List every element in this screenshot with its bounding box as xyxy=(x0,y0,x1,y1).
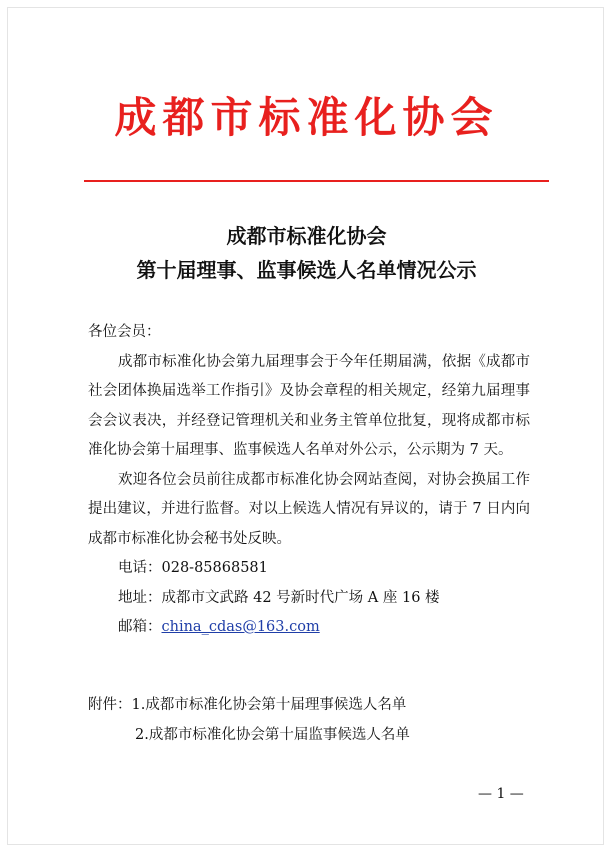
document-body xyxy=(88,318,530,643)
attachments-label: 附件： xyxy=(88,697,132,713)
paragraph-1: 成都市标准化协会第九届理事会于今年任期届满，依据《成都市社会团体换届选举工作指引》及协会章程的相关规定，经第九届理事会会议表决，并经登记管理机关和业务主管单位批复，现将成都市标准化协会第十届理事、监事候选人名单对外公示，公示期为 7 天。 xyxy=(88,353,530,458)
address-label: 地址： xyxy=(118,589,162,606)
address-line xyxy=(88,584,530,614)
paragraph-2: 欢迎各位会员前往成都市标准化协会网站查阅，对协会换届工作提出建议，并进行监督。对以上候选人情况有异议的，请于 7 日内向成都市标准化协会秘书处反映。 xyxy=(88,471,530,547)
email-line xyxy=(88,613,530,643)
email-label: 邮箱： xyxy=(118,619,162,635)
red-divider xyxy=(84,180,549,182)
document-title xyxy=(0,219,613,287)
masthead: 成都市标准化协会 xyxy=(114,93,499,142)
attachments xyxy=(88,690,548,750)
phone-label: 电话： xyxy=(118,560,162,576)
email-link[interactable]: china_cdas@163.com xyxy=(161,619,320,635)
title-line-2: 第十届理事、监事候选人名单情况公示 xyxy=(136,258,477,282)
address-value: 成都市文武路 42 号新时代广场 A 座 16 楼 xyxy=(161,589,440,606)
salutation: 各位会员： xyxy=(88,324,161,340)
title-line-1: 成都市标准化协会 xyxy=(226,224,387,248)
attachment-item-2: 2.成都市标准化协会第十届监事候选人名单 xyxy=(135,727,410,743)
attachment-text-1: 1.成都市标准化协会第十届理事候选人名单 xyxy=(131,697,407,713)
phone-value: 028-85868581 xyxy=(161,560,268,576)
page-number: — 1 — xyxy=(478,786,524,802)
phone-line xyxy=(88,554,530,584)
attachment-item-1 xyxy=(88,690,548,720)
